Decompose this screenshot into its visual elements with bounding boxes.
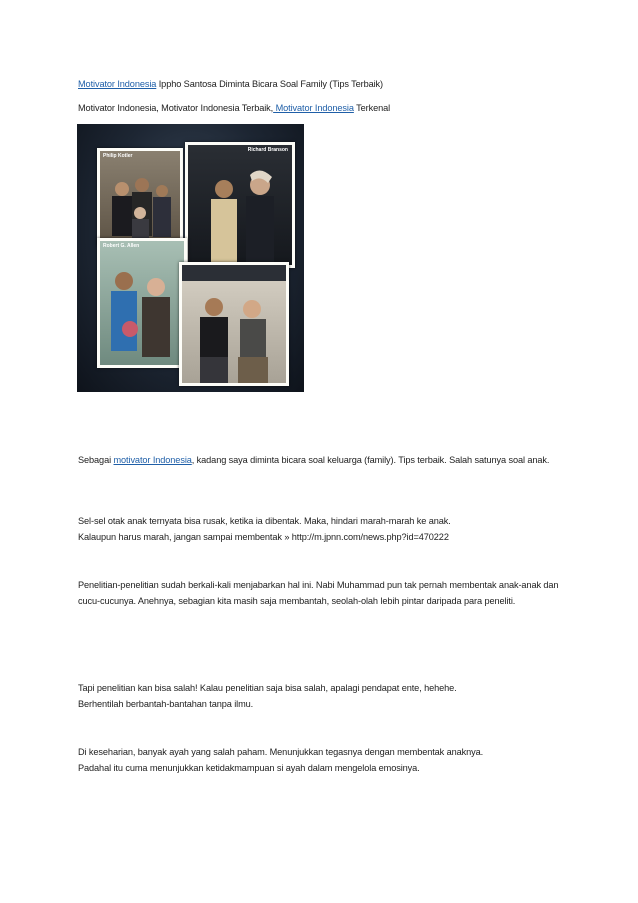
paragraph-5-line-2: Padahal itu cuma menunjukkan ketidakmampuan si ayah dalam mengelola emosinya.: [78, 763, 420, 773]
paragraph-2-line-2: Kalaupun harus marah, jangan sampai membentak » http://m.jpnn.com/news.php?id=470222: [78, 532, 449, 542]
two-men-photo-icon: [188, 145, 292, 265]
caption-richard-branson: Richard Branson: [247, 147, 288, 153]
caption-philip-kotler: Philip Kotler: [103, 153, 133, 159]
paragraph-1-pre: Sebagai: [78, 455, 114, 465]
photo-card-nick-vujicic: [179, 262, 289, 386]
group-photo-icon: [100, 151, 180, 243]
paragraph-5-line-1: Di keseharian, banyak ayah yang salah paham. Menunjukkan tegasnya dengan membentak anaknya.: [78, 747, 484, 757]
paragraph-4-line-1: Tapi penelitian kan bisa salah! Kalau penelitian saja bisa salah, apalagi pendapat ente, hehehe.: [78, 683, 457, 693]
title-line: [78, 76, 568, 92]
paragraph-3-text: Penelitian-penelitian sudah berkali-kali menjabarkan hal ini. Nabi Muhammad pun tak pernah membentak anak-anak dan cucu-cucunya. Anehnya, sebagian kita masih saja membantah, seolah-olah lebih pintar daripada para peneliti.: [78, 580, 559, 606]
two-people-photo-icon: [100, 241, 184, 365]
title-text: Ippho Santosa Diminta Bicara Soal Family (Tips Terbaik): [156, 79, 384, 89]
motivators-photo-collage: [77, 124, 304, 392]
paragraph-2-line-1: Sel-sel otak anak ternyata bisa rusak, ketika ia dibentak. Maka, hindari marah-marah ke anak.: [78, 516, 451, 526]
keywords-text: Motivator Indonesia, Motivator Indonesia Terbaik,: [78, 103, 274, 113]
photo-card-philip-kotler: [97, 148, 183, 246]
caption-robert-allen: Robert G. Allen: [103, 243, 140, 249]
photo-card-richard-branson: [185, 142, 295, 268]
paragraph-2: [78, 513, 578, 545]
two-men-seated-photo-icon: [182, 265, 286, 383]
paragraph-1-post: , kadang saya diminta bicara soal keluarga (family). Tips terbaik. Salah satunya soal anak.: [191, 455, 550, 465]
keywords-line: [78, 100, 568, 116]
motivator-indonesia-link-1[interactable]: Motivator Indonesia: [78, 79, 157, 89]
motivator-indonesia-link-3[interactable]: motivator Indonesia: [113, 455, 192, 465]
keywords-tail: Terkenal: [353, 103, 391, 113]
paragraph-4: [78, 680, 578, 712]
photo-card-robert-allen: [97, 238, 187, 368]
paragraph-3: [78, 577, 562, 609]
paragraph-4-line-2: Berhentilah berbantah-bantahan tanpa ilmu.: [78, 699, 254, 709]
paragraph-1: [78, 452, 568, 468]
paragraph-5: [78, 744, 598, 776]
motivator-indonesia-link-2[interactable]: Motivator Indonesia: [273, 103, 354, 113]
